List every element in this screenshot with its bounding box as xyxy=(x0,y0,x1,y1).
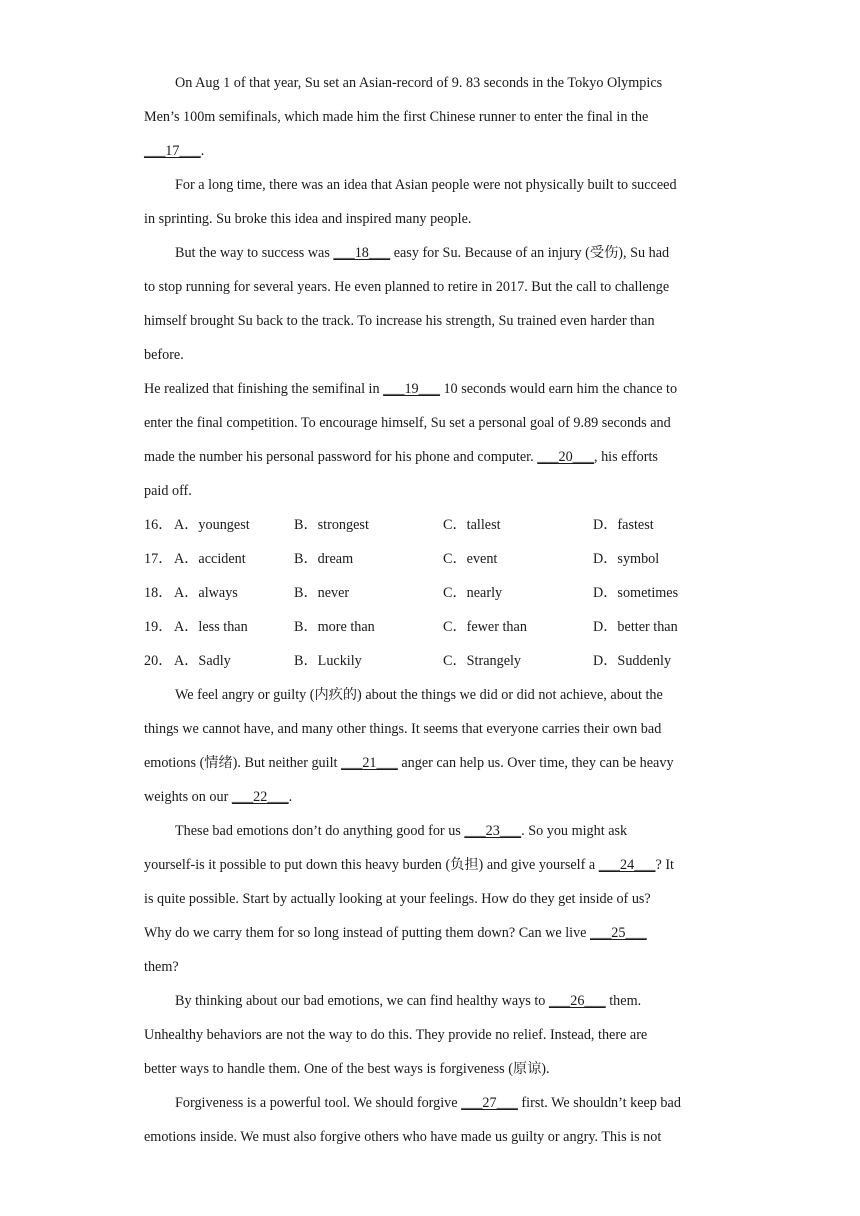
text: 10 seconds would earn him the chance to xyxy=(439,381,678,397)
text: is quite possible. Start by actually looking at your feelings. How do they get inside of us? xyxy=(144,891,651,907)
option-a[interactable]: A．Sadly xyxy=(174,653,231,669)
text: yourself-is it possible to put down this heavy burden (负担) and give yourself a xyxy=(144,857,599,873)
option-d[interactable]: D．fastest xyxy=(593,517,654,533)
text: before. xyxy=(144,347,184,363)
option-b[interactable]: B．strongest xyxy=(294,517,369,533)
text: better ways to handle them. One of the best ways is forgiveness (原谅). xyxy=(144,1061,550,1077)
paragraph-line xyxy=(144,66,724,100)
blank-23: ___23___ xyxy=(464,823,522,839)
question-20-options xyxy=(144,644,724,678)
option-d[interactable]: D．Suddenly xyxy=(593,653,672,669)
text: . xyxy=(200,143,205,159)
option-c[interactable]: C．event xyxy=(443,551,498,567)
option-a[interactable]: A．less than xyxy=(174,619,248,635)
paragraph-line xyxy=(144,1086,724,1120)
text: enter the final competition. To encourage himself, Su set a personal goal of 9.89 seconds and xyxy=(144,415,671,431)
option-b[interactable]: B．dream xyxy=(294,551,354,567)
option-c[interactable]: C．nearly xyxy=(443,585,503,601)
text: Forgiveness is a powerful tool. We should forgive xyxy=(175,1095,462,1111)
text: paid off. xyxy=(144,483,192,499)
option-a[interactable]: A．youngest xyxy=(174,517,250,533)
option-d[interactable]: D．symbol xyxy=(593,551,660,567)
question-number: 18． xyxy=(144,585,173,601)
blank-24: ___24___ xyxy=(598,857,656,873)
question-number: 19． xyxy=(144,619,173,635)
text: Why do we carry them for so long instead of putting them down? Can we live xyxy=(144,925,591,941)
text: But the way to success was xyxy=(175,245,334,261)
text: , his efforts xyxy=(593,449,658,465)
paragraph-line xyxy=(144,916,724,950)
paragraph-line xyxy=(144,270,724,304)
paragraph-line xyxy=(144,134,724,168)
text: Men’s 100m semifinals, which made him the first Chinese runner to enter the final in the xyxy=(144,109,649,125)
blank-26: ___26___ xyxy=(548,993,606,1009)
blank-25: ___25___ xyxy=(590,925,647,941)
paragraph-line xyxy=(144,168,724,202)
blank-22: ___22___ xyxy=(231,789,289,805)
paragraph-line xyxy=(144,1052,724,1086)
text: weights on our xyxy=(144,789,232,805)
blank-19: ___19___ xyxy=(383,381,440,397)
paragraph-line xyxy=(144,1120,724,1154)
option-c[interactable]: C．tallest xyxy=(443,517,501,533)
text: We feel angry or guilty (内疚的) about the things we did or did not achieve, about the xyxy=(175,687,663,703)
paragraph-line xyxy=(144,474,724,508)
paragraph-line xyxy=(144,304,724,338)
text: By thinking about our bad emotions, we can find healthy ways to xyxy=(175,993,549,1009)
blank-21: ___21___ xyxy=(341,755,398,771)
paragraph-line xyxy=(144,848,724,882)
text: easy for Su. Because of an injury (受伤), Su had xyxy=(390,245,670,261)
text: things we cannot have, and many other things. It seems that everyone carries their own bad xyxy=(144,721,662,737)
blank-20: ___20___ xyxy=(537,449,594,465)
paragraph-line xyxy=(144,712,724,746)
text: them. xyxy=(605,993,642,1009)
question-16-options xyxy=(144,508,724,542)
paragraph-line xyxy=(144,814,724,848)
paragraph-line xyxy=(144,746,724,780)
question-number: 20． xyxy=(144,653,173,669)
text: made the number his personal password for his phone and computer. xyxy=(144,449,538,465)
question-18-options xyxy=(144,576,724,610)
paragraph-line xyxy=(144,780,724,814)
text: them? xyxy=(144,959,179,975)
text: in sprinting. Su broke this idea and inspired many people. xyxy=(144,211,472,227)
text: On Aug 1 of that year, Su set an Asian-record of 9. 83 seconds in the Tokyo Olympics xyxy=(175,75,663,91)
text: emotions inside. We must also forgive others who have made us guilty or angry. This is not xyxy=(144,1129,662,1145)
document-page xyxy=(144,66,724,1154)
paragraph-line xyxy=(144,440,724,474)
text: himself brought Su back to the track. To increase his strength, Su trained even harder than xyxy=(144,313,655,329)
paragraph-line xyxy=(144,950,724,984)
paragraph-line xyxy=(144,372,724,406)
option-d[interactable]: D．better than xyxy=(593,619,678,635)
question-number: 17． xyxy=(144,551,173,567)
text: to stop running for several years. He even planned to retire in 2017. But the call to challenge xyxy=(144,279,670,295)
text: For a long time, there was an idea that Asian people were not physically built to succeed xyxy=(175,177,677,193)
question-19-options xyxy=(144,610,724,644)
blank-27: ___27___ xyxy=(461,1095,518,1111)
option-b[interactable]: B．more than xyxy=(294,619,375,635)
paragraph-line xyxy=(144,1018,724,1052)
option-d[interactable]: D．sometimes xyxy=(593,585,679,601)
option-a[interactable]: A．always xyxy=(174,585,238,601)
paragraph-line xyxy=(144,236,724,270)
text: anger can help us. Over time, they can be heavy xyxy=(397,755,674,771)
text: emotions (情绪). But neither guilt xyxy=(144,755,342,771)
text: These bad emotions don’t do anything good for us xyxy=(175,823,465,839)
option-b[interactable]: B．Luckily xyxy=(294,653,362,669)
paragraph-line xyxy=(144,984,724,1018)
blank-18: ___18___ xyxy=(333,245,391,261)
option-a[interactable]: A．accident xyxy=(174,551,246,567)
question-17-options xyxy=(144,542,724,576)
text: He realized that finishing the semifinal in xyxy=(144,381,384,397)
text: Unhealthy behaviors are not the way to do this. They provide no relief. Instead, there are xyxy=(144,1027,648,1043)
paragraph-line xyxy=(144,338,724,372)
text: ? It xyxy=(655,857,674,873)
paragraph-line xyxy=(144,882,724,916)
text: first. We shouldn’t keep bad xyxy=(517,1095,681,1111)
option-b[interactable]: B．never xyxy=(294,585,350,601)
paragraph-line xyxy=(144,406,724,440)
option-c[interactable]: C．fewer than xyxy=(443,619,527,635)
blank-17: ___17___ xyxy=(144,143,201,159)
paragraph-line xyxy=(144,678,724,712)
text: . So you might ask xyxy=(521,823,628,839)
paragraph-line xyxy=(144,202,724,236)
text: . xyxy=(288,789,293,805)
paragraph-line xyxy=(144,100,724,134)
option-c[interactable]: C．Strangely xyxy=(443,653,522,669)
question-number: 16． xyxy=(144,517,173,533)
